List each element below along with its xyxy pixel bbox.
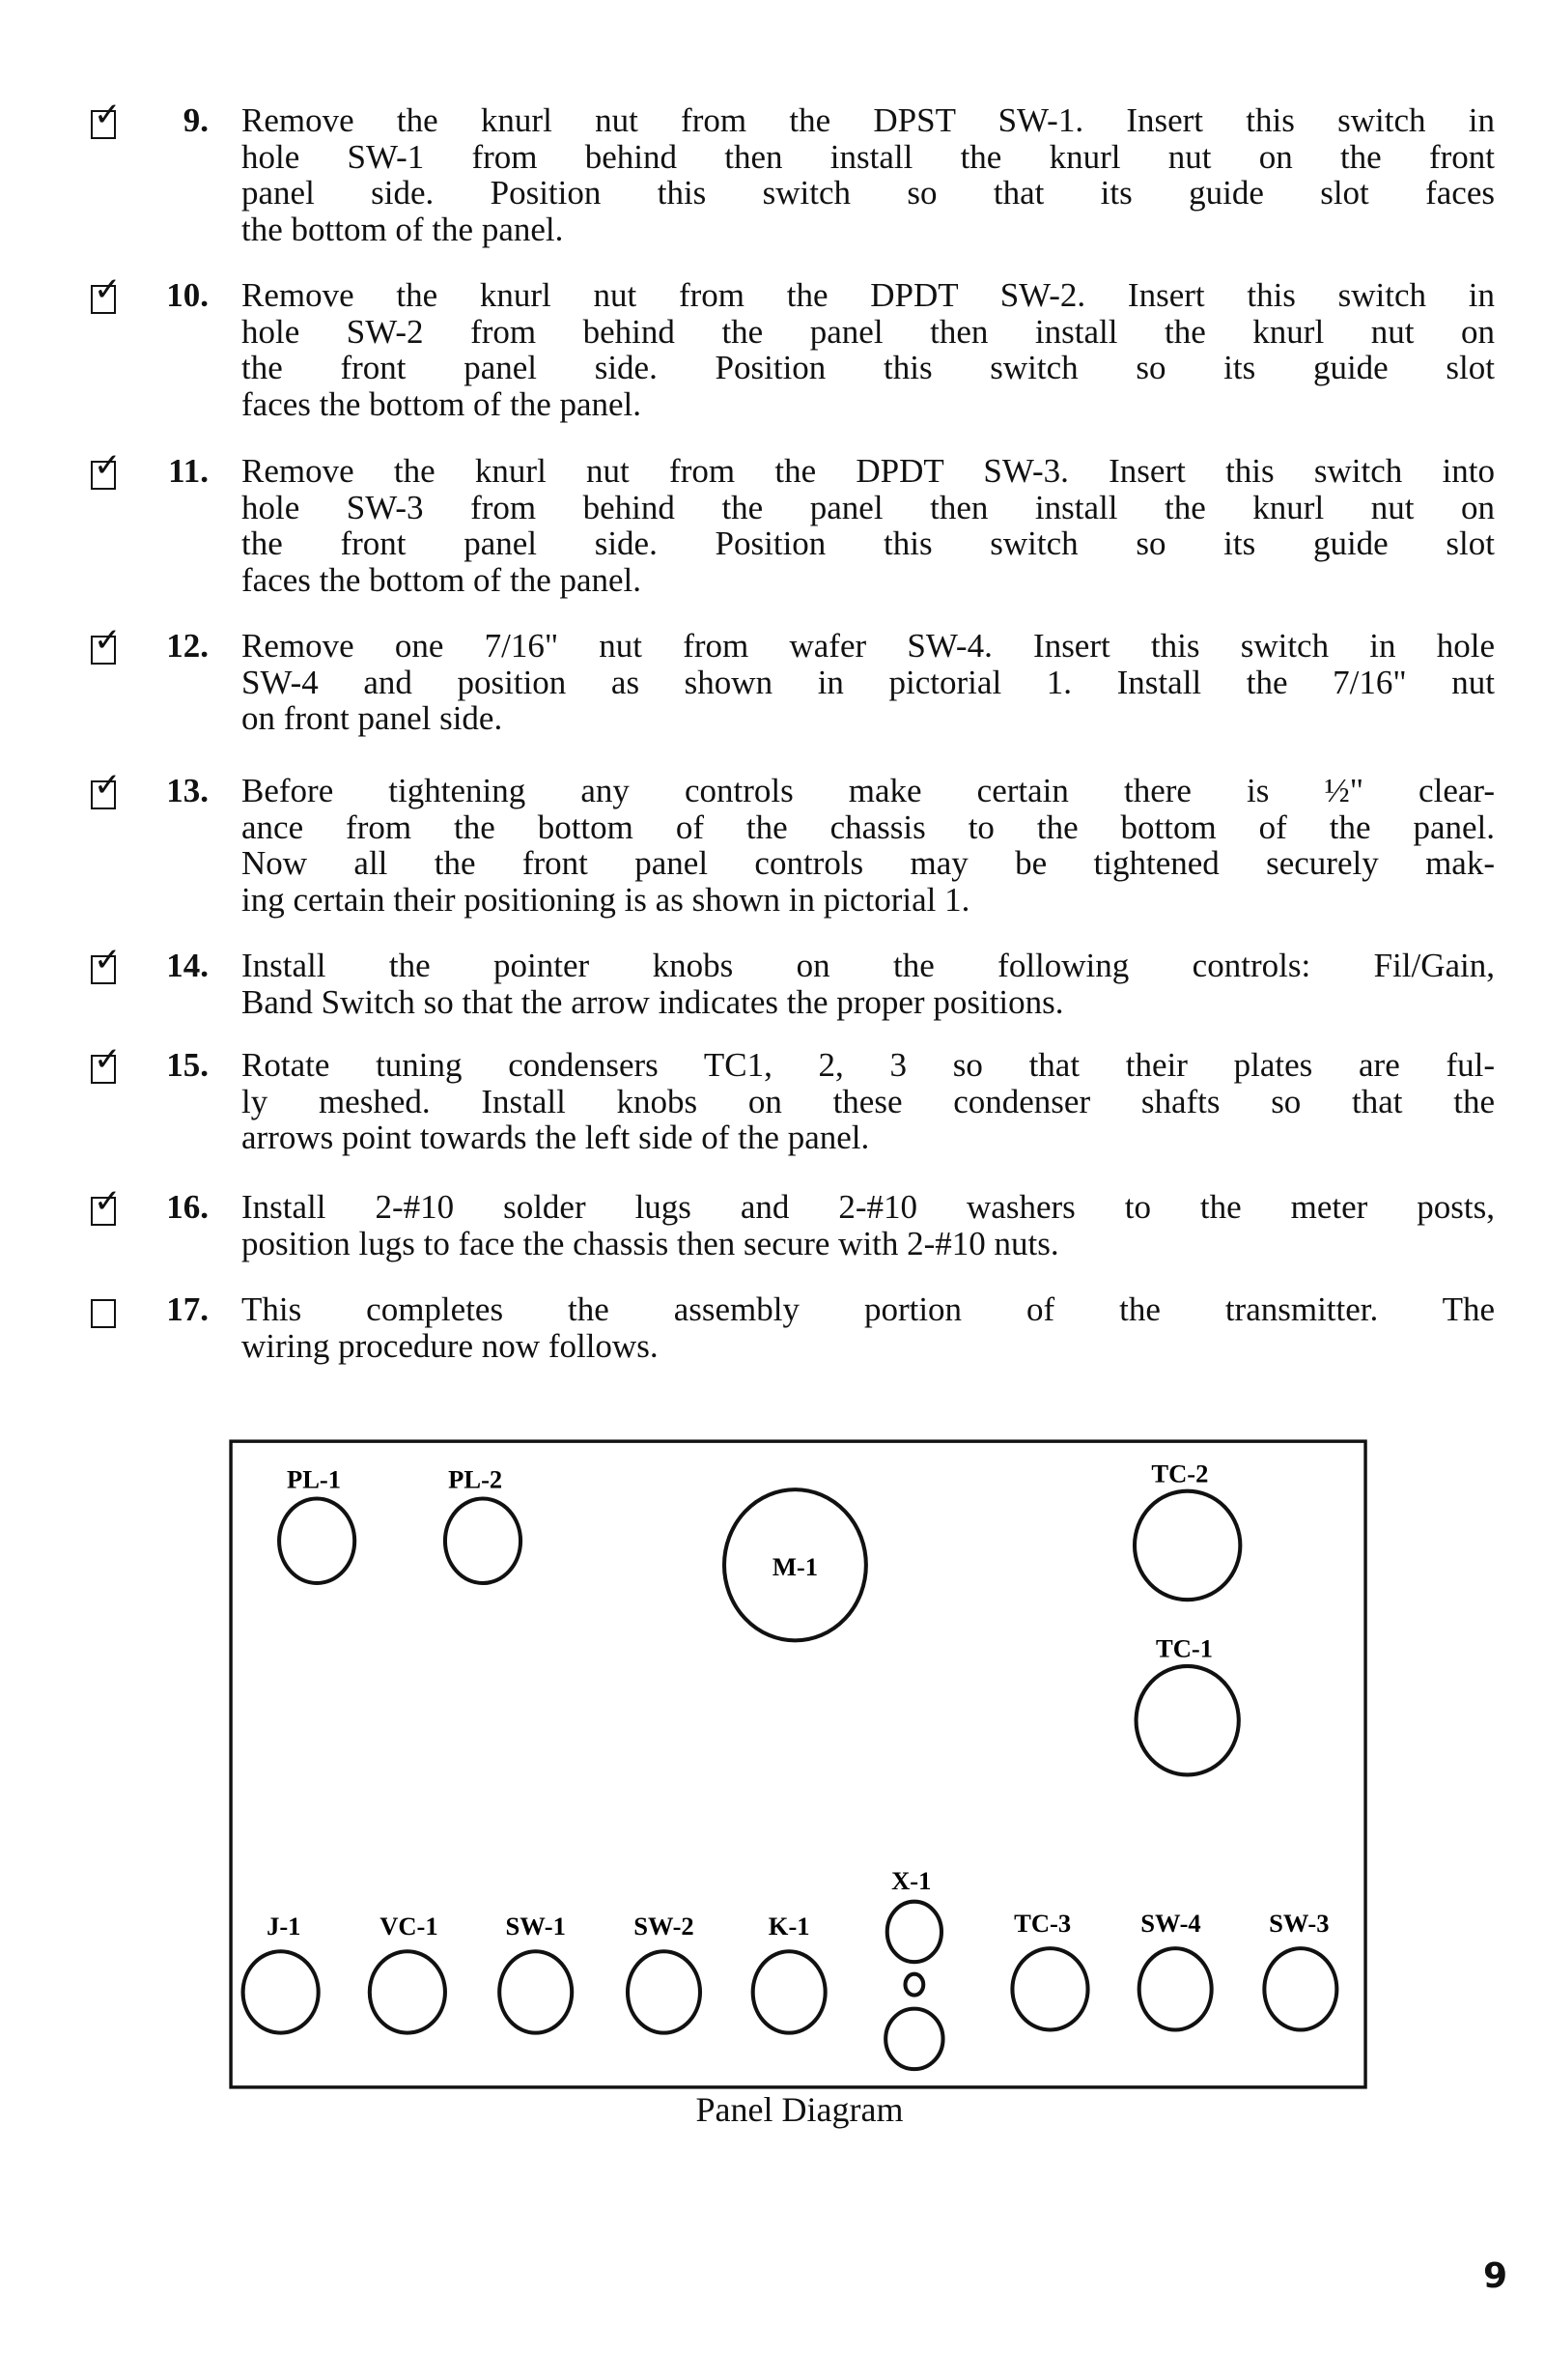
- step-text-line: hole SW-2 from behind the panel then install the knurl nut on: [241, 312, 1495, 351]
- step-text-line: ing certain their positioning is as shown in pictorial 1.: [241, 880, 970, 919]
- label-sw2: SW-2: [633, 1912, 694, 1941]
- hole-vc1: [370, 1951, 445, 2032]
- label-tc2: TC-2: [1151, 1459, 1209, 1488]
- hole-k1: [753, 1951, 826, 2032]
- hole-sw3: [1264, 1948, 1336, 2029]
- step-text-line: the front panel side. Position this switch so its guide slot: [241, 524, 1495, 562]
- label-sw1: SW-1: [505, 1912, 566, 1941]
- step-text-line: hole SW-3 from behind the panel then install the knurl nut on: [241, 488, 1495, 526]
- label-sw4: SW-4: [1140, 1908, 1201, 1938]
- panel-outline: [231, 1441, 1365, 2087]
- step-text-line: ance from the bottom of the chassis to the bottom of the panel.: [241, 808, 1495, 846]
- step-text-line: position lugs to face the chassis then secure with 2-#10 nuts.: [241, 1224, 1059, 1262]
- hole-tc1: [1137, 1666, 1239, 1774]
- step-text-line: arrows point towards the left side of the panel.: [241, 1119, 870, 1156]
- hole-j1: [243, 1951, 319, 2032]
- check-mark-icon: ✓: [94, 270, 122, 309]
- step-number: 14.: [166, 947, 209, 984]
- label-pl2: PL-2: [448, 1464, 503, 1494]
- step-text-line: This completes the assembly portion of the transmitter. The: [241, 1290, 1495, 1328]
- check-mark-icon: ✓: [94, 941, 122, 979]
- hole-pl2: [445, 1499, 520, 1583]
- label-tc3: TC-3: [1014, 1908, 1072, 1938]
- check-mark-icon: ✓: [94, 1040, 122, 1079]
- step-number: 15.: [166, 1046, 209, 1084]
- hole-tc2: [1135, 1491, 1240, 1600]
- label-tc1: TC-1: [1156, 1633, 1214, 1663]
- step-text-line: panel side. Position this switch so that its guide slot faces: [241, 174, 1495, 212]
- label-j1: J-1: [267, 1912, 301, 1941]
- step-text-line: Remove the knurl nut from the DPDT SW-2. Insert this switch in: [241, 276, 1495, 314]
- step-text-line: Install the pointer knobs on the following controls: Fil/Gain,: [241, 947, 1495, 984]
- step-text-line: Remove one 7/16" nut from wafer SW-4. Insert this switch in hole: [241, 627, 1495, 665]
- step-text-line: wiring procedure now follows.: [241, 1326, 659, 1365]
- label-m1: M-1: [772, 1552, 819, 1582]
- hole-sw2: [628, 1951, 700, 2032]
- step-text-line: Before tightening any controls make certain there is ½" clear-: [241, 772, 1495, 809]
- step-text-line: faces the bottom of the panel.: [241, 384, 642, 423]
- check-mark-icon: ✓: [94, 446, 122, 485]
- label-x1: X-1: [891, 1866, 932, 1896]
- hole-tc3: [1012, 1948, 1087, 2029]
- diagram-caption: Panel Diagram: [695, 2090, 904, 2129]
- label-sw3: SW-3: [1269, 1908, 1330, 1938]
- step-number: 10.: [166, 276, 209, 314]
- hole-x1-top: [887, 1902, 941, 1962]
- hole-x1-bottom: [885, 2009, 942, 2069]
- step-text-line: SW-4 and position as shown in pictorial 1. Install the 7/16" nut: [241, 663, 1495, 701]
- step-number: 11.: [168, 452, 209, 490]
- step-number: 13.: [166, 772, 209, 809]
- step-text-line: on front panel side.: [241, 699, 503, 737]
- step-text-line: hole SW-1 from behind then install the knurl nut on the front: [241, 137, 1495, 176]
- step-text-line: Remove the knurl nut from the DPDT SW-3. Insert this switch into: [241, 452, 1495, 490]
- label-k1: K-1: [768, 1912, 810, 1941]
- check-mark-icon: ✓: [94, 1182, 122, 1221]
- step-number: 17.: [166, 1290, 209, 1328]
- step-text-line: Now all the front panel controls may be tightened securely mak-: [241, 844, 1495, 882]
- step-text-line: Remove the knurl nut from the DPST SW-1. Insert this switch in: [241, 101, 1495, 139]
- step-text-line: ly meshed. Install knobs on these condenser shafts so that the: [241, 1082, 1495, 1120]
- page-number: 9: [1483, 2256, 1508, 2296]
- step-text-line: Band Switch so that the arrow indicates the proper positions.: [241, 982, 1064, 1021]
- check-mark-icon: ✓: [94, 766, 122, 805]
- check-mark-icon: ✓: [94, 96, 122, 134]
- hole-sw1: [499, 1951, 572, 2032]
- hole-pl1: [279, 1499, 354, 1583]
- check-mark-icon: ✓: [94, 621, 122, 660]
- step-number: 16.: [166, 1188, 209, 1226]
- step-number: 9.: [183, 101, 209, 139]
- step-number: 12.: [166, 627, 209, 665]
- hole-sw4: [1139, 1948, 1212, 2029]
- step-text-line: Rotate tuning condensers TC1, 2, 3 so that their plates are ful-: [241, 1046, 1495, 1084]
- step-text-line: the front panel side. Position this switch so its guide slot: [241, 349, 1495, 386]
- hole-x1-mid: [905, 1974, 923, 1996]
- label-pl1: PL-1: [286, 1464, 342, 1494]
- step-text-line: the bottom of the panel.: [241, 210, 564, 248]
- step-text-line: faces the bottom of the panel.: [241, 560, 642, 599]
- label-vc1: VC-1: [379, 1912, 438, 1941]
- step-text-line: Install 2-#10 solder lugs and 2-#10 washers to the meter posts,: [241, 1188, 1495, 1226]
